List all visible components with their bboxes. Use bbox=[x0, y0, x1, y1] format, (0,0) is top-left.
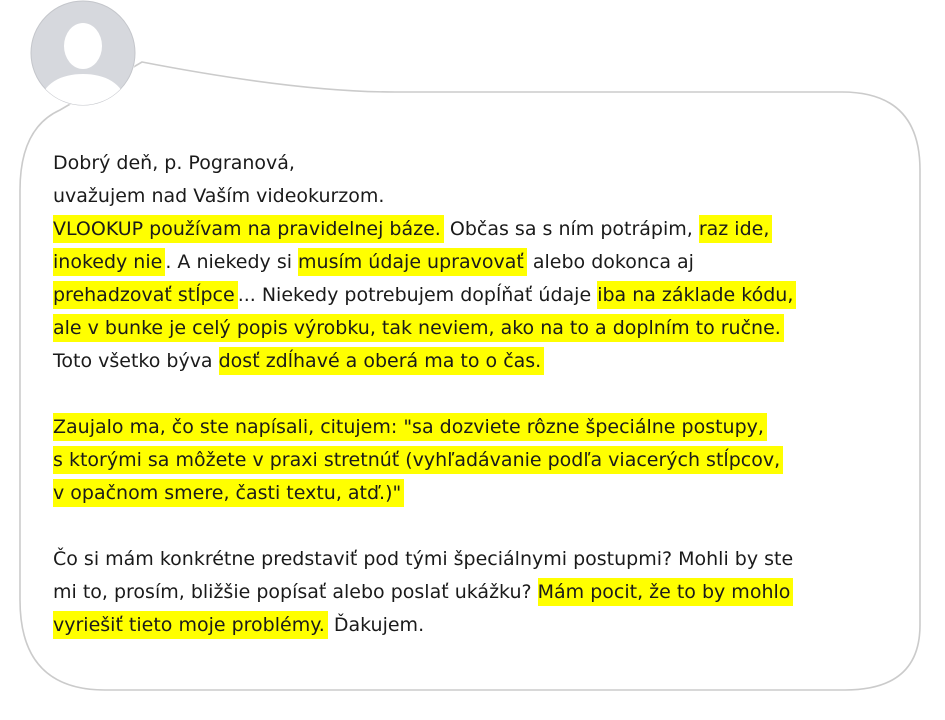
message-line bbox=[53, 543, 913, 576]
message-line bbox=[53, 147, 913, 180]
message-line bbox=[53, 444, 913, 477]
message-line bbox=[53, 477, 913, 510]
message-line bbox=[53, 576, 913, 609]
highlighted-text: ale v bunke je celý popis výrobku, tak neviem, ako na to a doplním to ručne. bbox=[53, 314, 784, 342]
plain-text: Ďakujem. bbox=[327, 614, 425, 636]
message-line bbox=[53, 345, 913, 378]
plain-text: ... Niekedy potrebujem dopĺňať údaje bbox=[237, 284, 598, 306]
message-text bbox=[53, 147, 913, 642]
plain-text: Občas sa s ním potrápim, bbox=[443, 218, 699, 240]
highlighted-text: VLOOKUP používam na pravidelnej báze. bbox=[53, 215, 444, 243]
message-line bbox=[53, 411, 913, 444]
highlighted-text: v opačnom smere, časti textu, atď.)" bbox=[53, 479, 404, 507]
message-line bbox=[53, 213, 913, 246]
plain-text: alebo dokonca aj bbox=[526, 251, 694, 273]
message-line bbox=[53, 279, 913, 312]
highlighted-text: iba na základe kódu, bbox=[597, 281, 796, 309]
plain-text: Čo si mám konkrétne predstaviť pod tými špeciálnymi postupmi? Mohli by ste bbox=[53, 548, 794, 570]
highlighted-text: musím údaje upravovať bbox=[298, 248, 527, 276]
message-line bbox=[53, 312, 913, 345]
highlighted-text: Zaujalo ma, čo ste napísali, citujem: "sa dozviete rôzne špeciálne postupy, bbox=[53, 413, 767, 441]
highlighted-text: inokedy nie bbox=[53, 248, 165, 276]
plain-text: mi to, prosím, bližšie popísať alebo poslať ukážku? bbox=[53, 581, 538, 603]
message-line bbox=[53, 180, 913, 213]
highlighted-text: vyriešiť tieto moje problémy. bbox=[53, 611, 328, 639]
highlighted-text: raz ide, bbox=[699, 215, 773, 243]
highlighted-text: prehadzovať stĺpce bbox=[53, 281, 238, 309]
message-line bbox=[53, 246, 913, 279]
plain-text: uvažujem nad Vaším videokurzom. bbox=[53, 185, 385, 207]
plain-text: . A niekedy si bbox=[165, 251, 299, 273]
message-line bbox=[53, 609, 913, 642]
plain-text: Toto všetko býva bbox=[53, 350, 219, 372]
highlighted-text: s ktorými sa môžete v praxi stretnúť (vyhľadávanie podľa viacerých stĺpcov, bbox=[53, 446, 783, 474]
plain-text: Dobrý deň, p. Pogranová, bbox=[53, 152, 295, 174]
highlighted-text: Mám pocit, že to by mohlo bbox=[538, 578, 794, 606]
paragraph-gap bbox=[53, 510, 913, 543]
highlighted-text: dosť zdĺhavé a oberá ma to o čas. bbox=[219, 347, 545, 375]
paragraph-gap bbox=[53, 378, 913, 411]
